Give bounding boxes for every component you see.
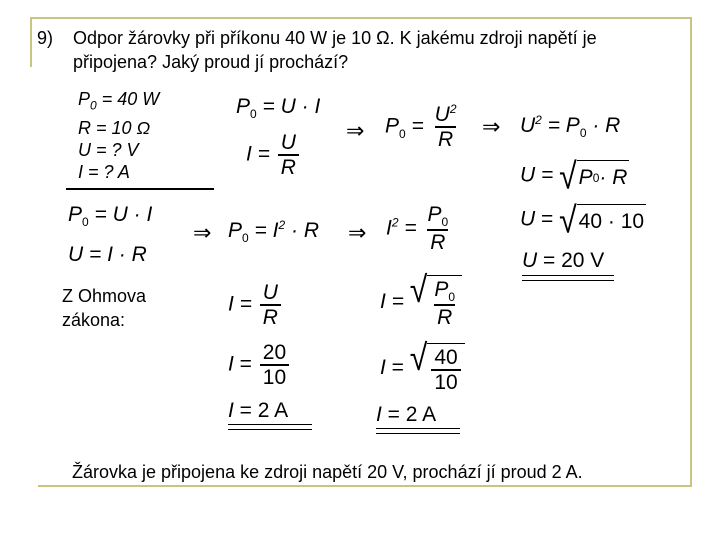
formula-current-squared: $I^2$ = $\frac{P_0}{R}$ [386,203,449,255]
implies-arrow: ⇒ [348,220,367,245]
formula-power-alt: $P_0 = U \cdot I$ [68,203,153,230]
problem-line-1: Odpor žárovky při příkonu 40 W je 10 Ω. K jakému zdroji napětí je [73,28,597,48]
result-current: I = 2 A [228,399,289,422]
ohm-label-line-2: zákona: [62,310,126,330]
given-power: $P_0 = 40$ W [78,89,160,113]
formula-current-substituted: I = $\frac{20}{10}$ [228,341,291,389]
given-values [78,88,159,183]
frame-top-line [30,17,692,19]
final-answer: Žárovka je připojena ke zdroji napětí 20 V, prochází jí proud 2 A. [72,462,583,482]
given-divider [66,188,214,190]
problem-number: 9) [37,28,54,48]
formula-current-root-substituted: I = √ $\frac{40}{10}$ [380,343,465,394]
ohm-law-label [62,284,146,332]
problem-line-2: připojena? Jaký proud jí prochází? [73,52,349,72]
formula-power-current: $P_0 = I^2 \cdot R$ [228,218,319,246]
formula-voltage-ohm: U = I · R [68,243,147,266]
formula-power: $P_0 = U \cdot I$ [236,95,321,122]
result-current-alt: I = 2 A [376,403,437,426]
formula-voltage-squared: $U^2 = P_0 \cdot R$ [520,113,621,141]
formula-voltage-root: U = √ P 0 · R [520,155,628,197]
result-voltage-underline [522,275,614,281]
formula-power-voltage: $P_0$ = $\frac{U^2}{R}$ [385,102,457,152]
ohm-label-line-1: Z Ohmova [62,286,147,306]
formula-current-ohm: I = $\frac{U}{R}$ [246,131,301,179]
formula-current-root: I = √ $\frac{P_0}{R}$ [380,275,462,329]
result-current-underline [228,424,312,430]
implies-arrow: ⇒ [346,118,365,143]
frame-right-line [690,17,692,487]
given-voltage-unknown: U = ? V [78,139,139,160]
given-resistance: R = 10 Ω [78,117,151,138]
implies-arrow: ⇒ [482,114,501,139]
frame-bottom-line [38,485,692,487]
result-current-alt-underline [376,428,460,434]
formula-current-ohm-alt: I = $\frac{U}{R}$ [228,281,283,329]
frame-left-line [30,17,32,67]
formula-voltage-substituted: U = √ 40 · 10 [520,199,645,241]
implies-arrow: ⇒ [193,220,212,245]
given-current-unknown: I = ? A [78,161,130,182]
result-voltage: U = 20 V [522,249,605,272]
